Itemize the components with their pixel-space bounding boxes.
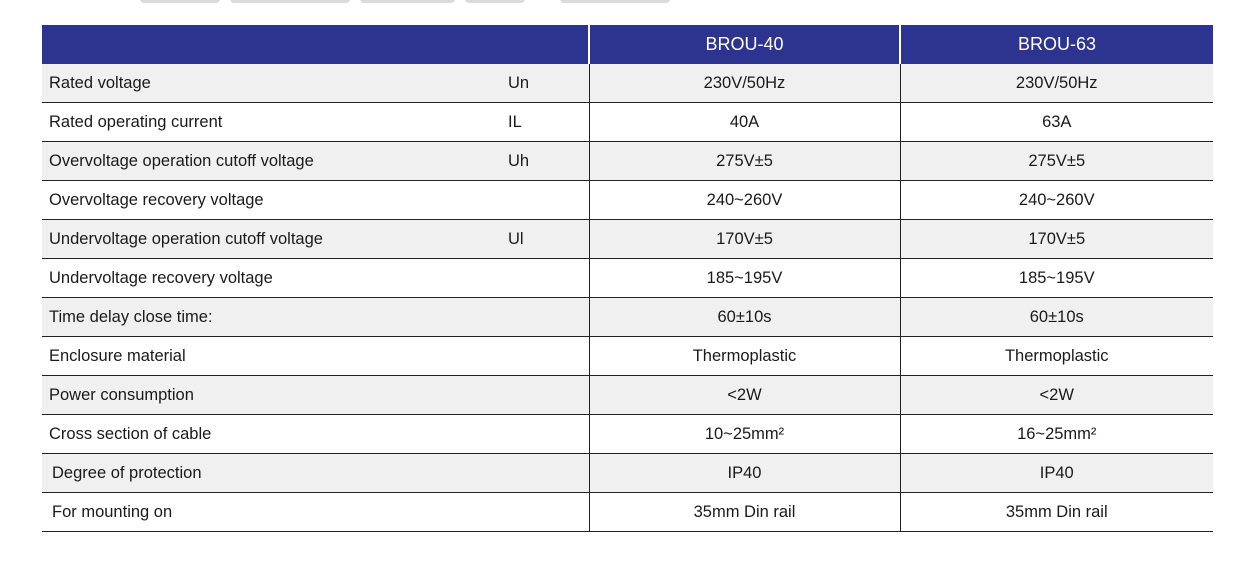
brou-63-value-cell: Thermoplastic	[900, 337, 1213, 376]
brou-63-value-cell: 240~260V	[900, 181, 1213, 220]
parameter-cell: Rated voltage	[42, 64, 504, 103]
symbol-cell	[504, 337, 589, 376]
parameter-cell: Rated operating current	[42, 103, 504, 142]
parameter-cell: Power consumption	[42, 376, 504, 415]
table-row	[42, 298, 1213, 337]
header-model-brou-63: BROU-63	[900, 25, 1213, 64]
brou-40-value-cell: 10~25mm²	[589, 415, 900, 454]
parameter-cell: Time delay close time:	[42, 298, 504, 337]
brou-40-value-cell: 185~195V	[589, 259, 900, 298]
brou-40-value-cell: 60±10s	[589, 298, 900, 337]
brou-40-value-cell: 240~260V	[589, 181, 900, 220]
specification-table	[42, 25, 1213, 532]
header-blank-symbol	[504, 25, 589, 64]
table-row	[42, 259, 1213, 298]
brou-40-value-cell: <2W	[589, 376, 900, 415]
table-row	[42, 103, 1213, 142]
table-row	[42, 493, 1213, 532]
table-row	[42, 220, 1213, 259]
parameter-cell: Cross section of cable	[42, 415, 504, 454]
brou-63-value-cell: <2W	[900, 376, 1213, 415]
table-row	[42, 64, 1213, 103]
symbol-cell	[504, 454, 589, 493]
symbol-cell: Ul	[504, 220, 589, 259]
symbol-cell: Uh	[504, 142, 589, 181]
brou-63-value-cell: 63A	[900, 103, 1213, 142]
symbol-cell: Un	[504, 64, 589, 103]
brou-40-value-cell: Thermoplastic	[589, 337, 900, 376]
table-body	[42, 64, 1213, 532]
cropped-text-remnant	[0, 0, 1253, 6]
table-row	[42, 181, 1213, 220]
parameter-cell: Undervoltage recovery voltage	[42, 259, 504, 298]
parameter-cell: Overvoltage operation cutoff voltage	[42, 142, 504, 181]
table-row	[42, 142, 1213, 181]
parameter-cell: Enclosure material	[42, 337, 504, 376]
header-blank-parameter	[42, 25, 504, 64]
brou-40-value-cell: 40A	[589, 103, 900, 142]
symbol-cell	[504, 376, 589, 415]
symbol-cell	[504, 259, 589, 298]
symbol-cell	[504, 298, 589, 337]
brou-63-value-cell: 185~195V	[900, 259, 1213, 298]
table-row	[42, 415, 1213, 454]
brou-40-value-cell: 230V/50Hz	[589, 64, 900, 103]
header-row	[42, 25, 1213, 64]
symbol-cell: IL	[504, 103, 589, 142]
parameter-cell: Degree of protection	[42, 454, 504, 493]
brou-63-value-cell: 35mm Din rail	[900, 493, 1213, 532]
brou-63-value-cell: 170V±5	[900, 220, 1213, 259]
brou-63-value-cell: 230V/50Hz	[900, 64, 1213, 103]
table-row	[42, 376, 1213, 415]
brou-40-value-cell: IP40	[589, 454, 900, 493]
brou-63-value-cell: 16~25mm²	[900, 415, 1213, 454]
table-row	[42, 454, 1213, 493]
brou-63-value-cell: IP40	[900, 454, 1213, 493]
brou-63-value-cell: 275V±5	[900, 142, 1213, 181]
brou-63-value-cell: 60±10s	[900, 298, 1213, 337]
brou-40-value-cell: 275V±5	[589, 142, 900, 181]
table-header	[42, 25, 1213, 64]
header-model-brou-40: BROU-40	[589, 25, 900, 64]
brou-40-value-cell: 170V±5	[589, 220, 900, 259]
parameter-cell: Undervoltage operation cutoff voltage	[42, 220, 504, 259]
parameter-cell: For mounting on	[42, 493, 504, 532]
symbol-cell	[504, 415, 589, 454]
symbol-cell	[504, 493, 589, 532]
parameter-cell: Overvoltage recovery voltage	[42, 181, 504, 220]
brou-40-value-cell: 35mm Din rail	[589, 493, 900, 532]
symbol-cell	[504, 181, 589, 220]
table-row	[42, 337, 1213, 376]
